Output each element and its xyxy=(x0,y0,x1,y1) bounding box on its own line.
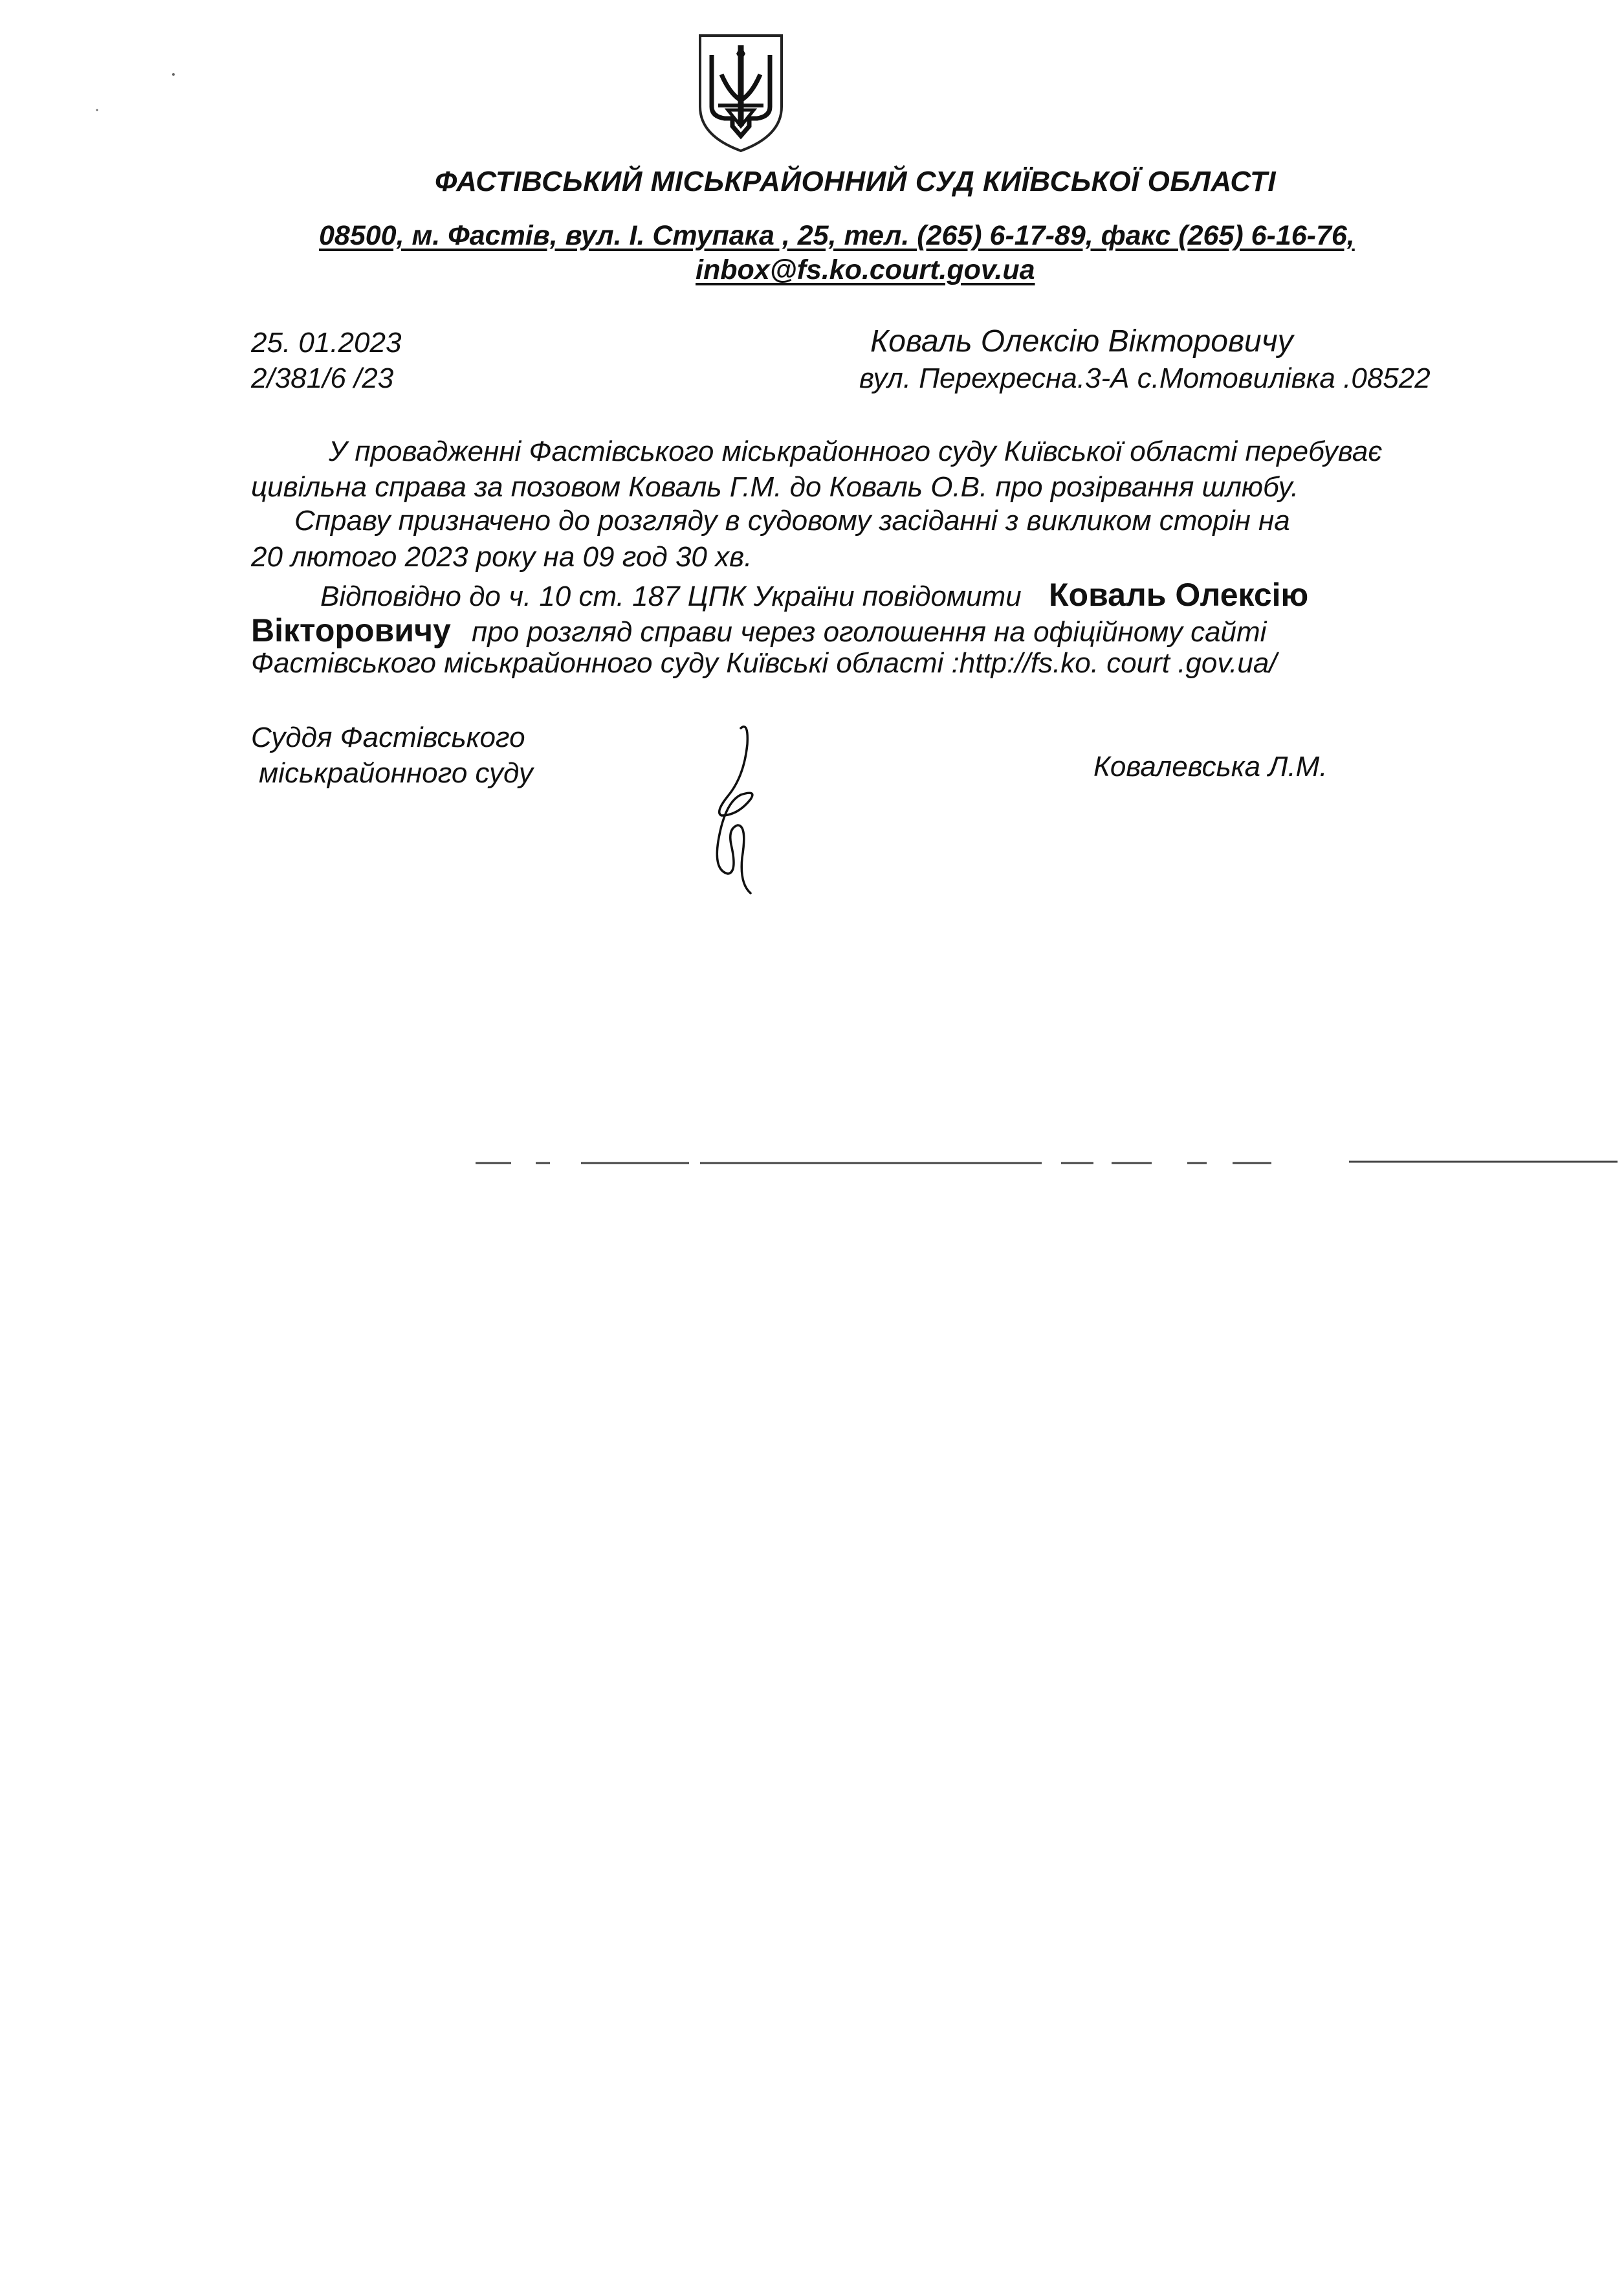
paragraph-2-line-2: 20 лютого 2023 року на 09 год 30 хв. xyxy=(251,541,752,573)
judge-title-line-1: Суддя Фастівського xyxy=(251,722,525,753)
reference-number: 2/381/6 /23 xyxy=(251,362,394,394)
paragraph-3-prefix: Відповідно до ч. 10 ст. 187 ЦПК України повідомити xyxy=(320,581,1022,612)
recipient-address: вул. Перехресна.3-А с.Мотовилівка .08522 xyxy=(859,362,1431,394)
judge-title-line-2: міськрайонного суду xyxy=(259,757,533,789)
paragraph-2-line-1: Справу призначено до розгляду в судовому засіданні з викликом сторін на xyxy=(294,505,1290,537)
handwritten-signature xyxy=(702,718,786,900)
paragraph-3-line-2 xyxy=(251,612,1266,649)
paragraph-3-line-3: Фастівського міськрайонного суду Київські області :http://fs.ko. court .gov.ua/ xyxy=(251,647,1277,679)
coat-of-arms-icon xyxy=(692,29,789,155)
paragraph-3-line-2-text: про розгляд справи через оголошення на офіційному сайті xyxy=(472,616,1267,648)
recipient-name-emphasis-1: Коваль Олексію xyxy=(1049,577,1309,613)
paragraph-1-line-2: цивільна справа за позовом Коваль Г.М. до Коваль О.В. про розірвання шлюбу. xyxy=(251,471,1299,503)
paragraph-3-line-1 xyxy=(320,576,1308,614)
court-name-heading: ФАСТІВСЬКИЙ МІСЬКРАЙОННИЙ СУД КИЇВСЬКОЇ ОБЛАСТІ xyxy=(435,166,1277,197)
judge-name: Ковалевська Л.М. xyxy=(1093,751,1328,782)
court-email: inbox@fs.ko.court.gov.ua xyxy=(696,254,1035,285)
paragraph-1-line-1: У провадженні Фастівського міськрайонного суду Київської області перебуває xyxy=(329,436,1383,467)
document-date: 25. 01.2023 xyxy=(251,327,402,359)
recipient-name: Коваль Олексію Вікторовичу xyxy=(870,324,1293,359)
court-address-line: 08500, м. Фастів, вул. І. Ступака , 25, тел. (265) 6-17-89, факс (265) 6-16-76, xyxy=(319,220,1355,251)
recipient-name-emphasis-2: Вікторовичу xyxy=(251,612,451,649)
